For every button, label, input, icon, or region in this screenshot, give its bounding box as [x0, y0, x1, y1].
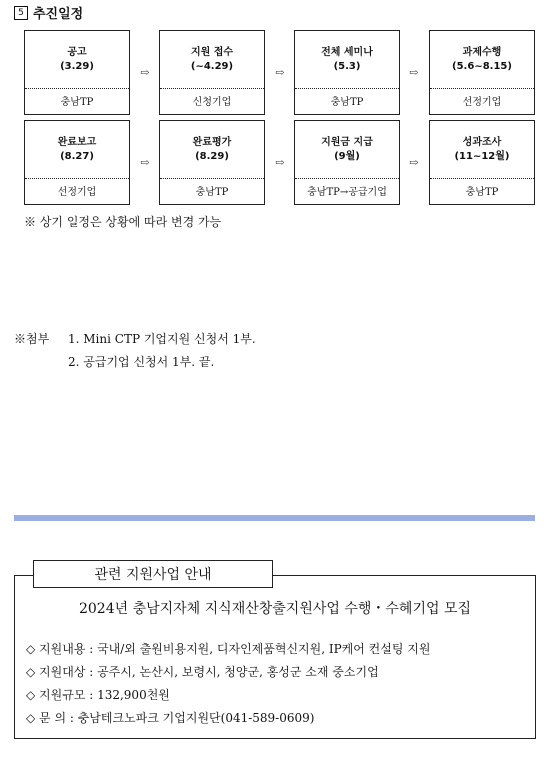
info-title: 2024년 충남지자체 지식재산창출지원사업 수행・수혜기업 모집	[78, 601, 471, 617]
step-owner: 충남TP	[465, 187, 499, 198]
arrow-right-icon: ⇨	[140, 66, 150, 79]
attachments-label: ※첨부	[14, 332, 50, 346]
arrow-right-icon: ⇨	[140, 156, 150, 169]
step-name: 완료평가	[192, 136, 232, 148]
schedule-step	[24, 120, 130, 205]
step-name: 성과조사	[462, 136, 502, 148]
step-owner: 충남TP	[60, 97, 94, 108]
attachment-item: 1. Mini CTP 기업지원 신청서 1부.	[68, 332, 256, 346]
attachment-item: 2. 공급기업 신청서 1부. 끝.	[68, 355, 215, 369]
step-owner: 충남TP	[330, 97, 364, 108]
section-divider	[14, 515, 535, 521]
step-owner: 충남TP→공급기업	[307, 187, 387, 198]
arrow-right-icon: ⇨	[409, 66, 419, 79]
schedule-step	[294, 120, 400, 205]
section-number: 5	[14, 6, 28, 20]
step-date: (11~12월)	[454, 150, 510, 162]
step-date: (9월)	[334, 150, 360, 162]
step-name: 공고	[67, 46, 87, 58]
step-date: (5.3)	[333, 60, 361, 72]
schedule-note: ※ 상기 일정은 상황에 따라 변경 가능	[24, 215, 222, 229]
arrow-right-icon: ⇨	[275, 156, 285, 169]
info-line: ◇ 지원내용 : 국내/외 출원비용지원, 디자인제품혁신지원, IP케어 컨설팅 지원	[26, 642, 431, 656]
step-owner: 신청기업	[192, 97, 232, 108]
step-name: 지원 접수	[190, 46, 234, 58]
schedule-step	[24, 30, 130, 115]
schedule-step	[429, 120, 535, 205]
step-date: (~4.29)	[190, 60, 234, 72]
step-owner: 충남TP	[195, 187, 229, 198]
section-title: 추진일정	[33, 7, 84, 22]
arrow-right-icon: ⇨	[409, 156, 419, 169]
info-line: ◇ 지원규모 : 132,900천원	[26, 688, 170, 702]
step-name: 지원금 지급	[321, 136, 373, 148]
info-line: ◇ 지원대상 : 공주시, 논산시, 보령시, 청양군, 홍성군 소재 중소기업	[26, 665, 379, 679]
step-date: (8.29)	[195, 150, 229, 162]
step-date: (3.29)	[60, 60, 94, 72]
step-owner: 선정기업	[57, 187, 97, 198]
info-tab-label: 관련 지원사업 안내	[33, 560, 273, 588]
arrow-right-icon: ⇨	[275, 66, 285, 79]
schedule-step	[159, 120, 265, 205]
info-line: ◇ 문 의 : 충남테크노파크 기업지원단(041-589-0609)	[26, 711, 315, 725]
step-date: (5.6~8.15)	[452, 60, 512, 72]
section-header	[14, 3, 83, 22]
step-owner: 선정기업	[462, 97, 502, 108]
schedule-step	[159, 30, 265, 115]
step-name: 완료보고	[57, 136, 97, 148]
step-name: 과제수행	[462, 46, 502, 58]
schedule-step	[294, 30, 400, 115]
step-name: 전체 세미나	[321, 46, 373, 58]
schedule-step	[429, 30, 535, 115]
step-date: (8.27)	[60, 150, 94, 162]
